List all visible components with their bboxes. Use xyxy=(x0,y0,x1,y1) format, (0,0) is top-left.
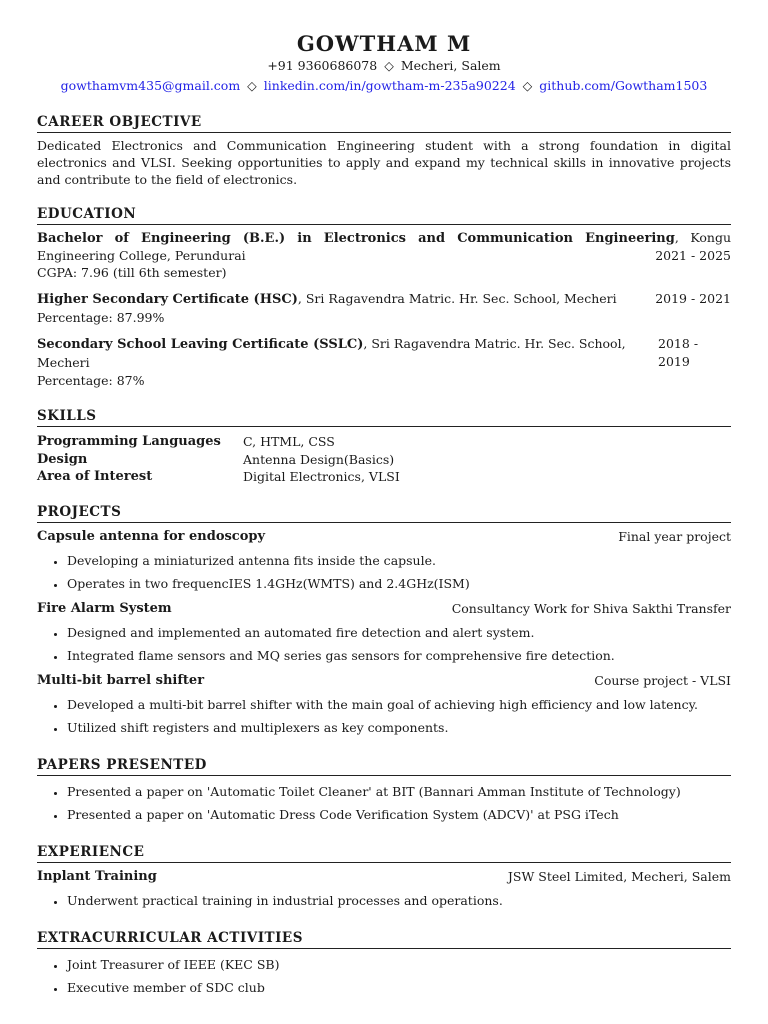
project-bullets xyxy=(37,693,731,739)
list-item: • Presented a paper on 'Automatic Dress Code Verification System (ADCV)' at PSG iTech xyxy=(67,803,731,826)
experience-name: Inplant Training xyxy=(37,868,157,884)
education-head-row xyxy=(37,290,731,309)
objective-text: Dedicated Electronics and Communication Engineering student with a strong foundation in digital electronics and VLSI. Seeking opportunities to apply and expand my technical skills in innovative projects and contribute to the field of electronics. xyxy=(37,138,731,187)
section-title-papers: PAPERS PRESENTED xyxy=(37,757,731,776)
experience-head xyxy=(37,867,731,887)
list-item: • Designed and implemented an automated fire detection and alert system. xyxy=(67,621,731,644)
phone-number: +91 9360686078 xyxy=(267,58,378,73)
education-score-row xyxy=(37,309,731,327)
education-entry-be xyxy=(37,229,731,264)
project-tag: Consultancy Work for Shiva Sakthi Transfer xyxy=(451,600,731,616)
list-item: • Utilized shift registers and multiplexers as key components. xyxy=(67,716,731,739)
project-name: Fire Alarm System xyxy=(37,600,172,616)
list-item: • Developing a miniaturized antenna fits inside the capsule. xyxy=(67,549,731,572)
education-score: CGPA: 7.96 (till 6th semester) xyxy=(37,265,227,280)
education-score: Percentage: 87% xyxy=(37,373,145,388)
linkedin-link[interactable]: linkedin.com/in/gowtham-m-235a90224 xyxy=(263,78,516,93)
list-item: • Underwent practical training in industrial processes and operations. xyxy=(67,889,731,912)
location: Mecheri, Salem xyxy=(400,58,501,73)
skills-grid xyxy=(37,433,731,486)
project-head xyxy=(37,527,731,547)
skill-value: C, HTML, CSS xyxy=(243,434,335,449)
candidate-name: GOWTHAM M xyxy=(296,31,472,56)
project-name: Capsule antenna for endoscopy xyxy=(37,528,266,544)
degree-name: Secondary School Leaving Certificate (SSLC) xyxy=(37,337,364,352)
section-title-objective: CAREER OBJECTIVE xyxy=(37,114,731,133)
education-years: 2018 - 2019 xyxy=(658,336,699,369)
education-score: Percentage: 87.99% xyxy=(37,310,165,325)
project-tag: Course project - VLSI xyxy=(594,672,731,688)
list-item: • Joint Treasurer of IEEE (KEC SB) xyxy=(67,953,731,976)
separator-diamond-icon: ◇ xyxy=(247,78,257,93)
project-tag: Final year project xyxy=(618,528,731,544)
separator-diamond-icon: ◇ xyxy=(522,78,533,93)
contact-line-2 xyxy=(37,76,731,96)
project-head xyxy=(37,671,731,691)
project-bullets xyxy=(37,549,731,595)
list-item: • Integrated flame sensors and MQ series gas sensors for comprehensive fire detection. xyxy=(67,644,731,667)
section-title-skills: SKILLS xyxy=(37,408,731,427)
section-title-extracurricular: EXTRACURRICULAR ACTIVITIES xyxy=(37,930,731,949)
experience-place: JSW Steel Limited, Mecheri, Salem xyxy=(507,868,731,884)
skill-label: Area of Interest xyxy=(37,469,153,484)
education-item xyxy=(37,290,731,327)
education-item xyxy=(37,335,731,390)
papers-bullets xyxy=(37,780,731,826)
experience-bullets xyxy=(37,889,731,912)
education-score-row xyxy=(37,372,731,390)
section-title-education: EDUCATION xyxy=(37,206,731,225)
skill-value: Antenna Design(Basics) xyxy=(243,451,395,467)
degree-name: Bachelor of Engineering (B.E.) in Electronics and Communication Engineering xyxy=(37,231,675,246)
education-score-row xyxy=(37,264,731,282)
list-item: • Executive member of SDC club xyxy=(67,976,731,999)
skill-label: Programming Languages xyxy=(37,434,221,449)
skill-label: Design xyxy=(37,451,88,467)
project-head xyxy=(37,599,731,619)
list-item: • Developed a multi-bit barrel shifter with the main goal of achieving high efficiency and low latency. xyxy=(67,693,731,716)
skill-value: Digital Electronics, VLSI xyxy=(243,469,400,484)
list-item: • Presented a paper on 'Automatic Toilet Cleaner' at BIT (Bannari Amman Institute of Technology) xyxy=(67,780,731,803)
education-head-row xyxy=(37,335,731,372)
github-link[interactable]: github.com/Gowtham1503 xyxy=(539,78,708,93)
section-title-experience: EXPERIENCE xyxy=(37,844,731,863)
extracurricular-bullets xyxy=(37,953,731,999)
school-name: , Sri Ragavendra Matric. Hr. Sec. School, Mecheri xyxy=(37,336,626,370)
list-item: • Operates in two frequencIES 1.4GHz(WMTS) and 2.4GHz(ISM) xyxy=(67,572,731,595)
separator-diamond-icon: ◇ xyxy=(384,58,394,73)
project-name: Multi-bit barrel shifter xyxy=(37,672,205,688)
contact-line-1 xyxy=(37,56,731,76)
education-item xyxy=(37,229,731,282)
school-name: , Kongu Engineering College, Perundurai xyxy=(37,230,731,263)
education-years: 2021 - 2025 xyxy=(655,248,731,263)
school-name: , Sri Ragavendra Matric. Hr. Sec. School, Mecheri xyxy=(297,291,617,306)
email-link[interactable]: gowthamvm435@gmail.com xyxy=(60,78,241,93)
project-bullets xyxy=(37,621,731,667)
section-title-projects: PROJECTS xyxy=(37,504,731,523)
education-years: 2019 - 2021 xyxy=(655,291,731,306)
degree-name: Higher Secondary Certificate (HSC) xyxy=(37,292,298,307)
